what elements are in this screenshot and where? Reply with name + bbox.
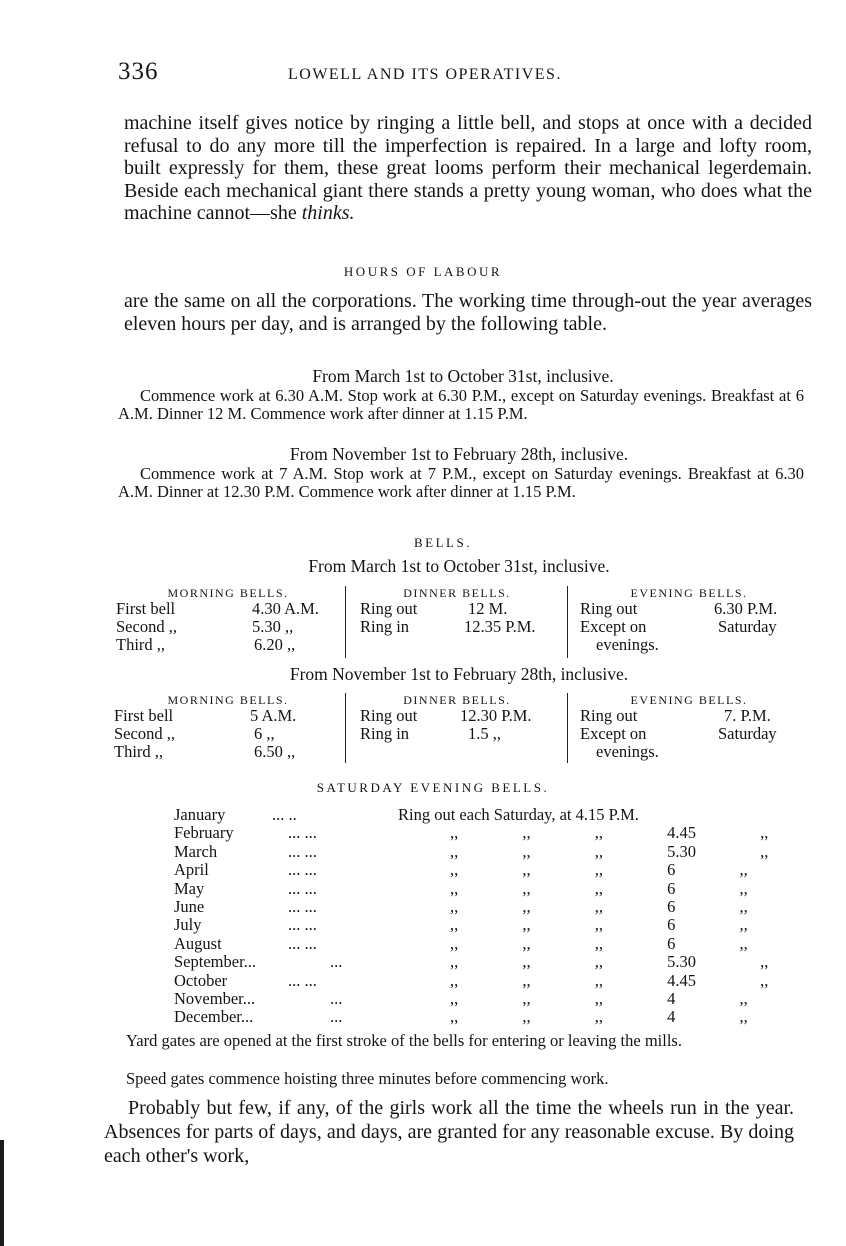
- table-row: Except on Saturday: [580, 724, 777, 743]
- column-divider: [567, 693, 568, 763]
- table-row: First bell 4.30 A.M.: [116, 599, 319, 618]
- table-row: evenings.: [596, 742, 659, 761]
- table-row: Second ,, 6 ,,: [114, 724, 275, 743]
- bells-winter-heading: From November 1st to February 28th, inclusive.: [289, 664, 629, 684]
- table-row: Third ,, 6.20 ,,: [116, 635, 296, 654]
- column-divider: [345, 693, 346, 763]
- table-row: July ... ... ,, ,, ,, 6 ,,: [174, 915, 748, 935]
- summer-schedule-heading: From March 1st to October 31st, inclusive.: [312, 366, 614, 386]
- saturday-bells-heading: SATURDAY EVENING BELLS.: [316, 780, 550, 795]
- speed-gates-note: Speed gates commence hoisting three minutes before commencing work.: [126, 1069, 609, 1088]
- table-row: Ring out 12 M.: [360, 599, 508, 618]
- column-divider: [567, 586, 568, 658]
- summer-schedule-text: Commence work at 6.30 A.M. Stop work at 6.30 P.M., except on Saturday evenings. Breakfast at 6 A.M. Dinner 12 M. Commence work after dinner at 1.15 P.M.: [118, 386, 804, 423]
- table-row: First bell 5 A.M.: [114, 706, 297, 725]
- page-number: 336: [118, 58, 159, 85]
- bells-heading: BELLS.: [414, 535, 472, 550]
- morning-bells-title: MORNING BELLS.: [167, 586, 289, 600]
- winter-schedule-text: Commence work at 7 A.M. Stop work at 7 P.M., except on Saturday evenings. Breakfast at 6.30 A.M. Dinner at 12.30 P.M. Commence work after dinner at 1.15 P.M.: [118, 464, 804, 501]
- running-head: LOWELL AND ITS OPERATIVES.: [288, 66, 562, 83]
- table-row: December... ... ,, ,, ,, 4 ,,: [174, 1007, 748, 1027]
- dinner-bells-title: DINNER BELLS.: [403, 586, 511, 600]
- page-edge-shadow: [0, 1140, 4, 1246]
- evening-bells-column: [574, 691, 804, 761]
- table-row: February ... ... ,, ,, ,, 4.45 ,,: [174, 823, 769, 843]
- dinner-bells-title: DINNER BELLS.: [403, 693, 511, 707]
- table-row: October ... ... ,, ,, ,, 4.45 ,,: [174, 970, 769, 990]
- dinner-bells-column: [352, 584, 562, 636]
- morning-bells-column: [114, 691, 342, 761]
- table-row: September... ... ,, ,, ,, 5.30 ,,: [174, 952, 769, 972]
- hours-heading: HOURS OF LABOUR: [343, 264, 503, 279]
- winter-schedule-heading: From November 1st to February 28th, inclusive.: [289, 444, 629, 464]
- table-row: April ... ... ,, ,, ,, 6 ,,: [174, 860, 748, 880]
- table-row: Ring out 7. P.M.: [580, 706, 771, 725]
- table-row: May ... ... ,, ,, ,, 6 ,,: [174, 878, 748, 898]
- table-row: August ... ... ,, ,, ,, 6 ,,: [174, 933, 748, 953]
- paragraph-looms: [124, 112, 812, 225]
- table-row: evenings.: [596, 635, 659, 654]
- paragraph-hours: are the same on all the corporations. The working time through-out the year averages eleven hours per day, and is arranged by the following table.: [124, 290, 812, 335]
- paragraph-absences: Probably but few, if any, of the girls work all the time the wheels run in the year. Absences for parts of days, and days, are granted for any reasonable excuse. By doing each other's work,: [104, 1097, 794, 1167]
- bells-summer-heading: From March 1st to October 31st, inclusive.: [308, 556, 610, 576]
- paragraph-looms-text: machine itself gives notice by ringing a little bell, and stops at once with a decided refusal to do any more till the imperfection is repaired. In a large and lofty room, built expressly for them, these great looms perform their mechanical legerdemain. Beside each mechanical giant there stands a pretty young woman, who does what the machine cannot—she: [124, 112, 812, 225]
- table-row: Except on Saturday: [580, 617, 777, 636]
- morning-bells-title: MORNING BELLS.: [167, 693, 289, 707]
- table-row: Ring out 6.30 P.M.: [580, 599, 778, 618]
- evening-bells-title: EVENING BELLS.: [630, 586, 748, 600]
- saturday-bells-table: [172, 805, 769, 1027]
- table-row: Third ,, 6.50 ,,: [114, 742, 296, 761]
- evening-bells-title: EVENING BELLS.: [630, 693, 748, 707]
- column-divider: [345, 586, 346, 658]
- emphasis-thinks: thinks.: [301, 202, 355, 225]
- table-row: November... ... ,, ,, ,, 4 ,,: [174, 988, 748, 1008]
- dinner-bells-column: [352, 691, 562, 743]
- bells-summer-table: [114, 584, 804, 660]
- table-row: Ring in 1.5 ,,: [360, 724, 501, 743]
- table-row: Ring in 12.35 P.M.: [360, 617, 536, 636]
- page-header: [118, 58, 818, 94]
- table-row: June ... ... ,, ,, ,, 6 ,,: [174, 896, 748, 916]
- table-row: January ... .. Ring out each Saturday, at 4.15 P.M.: [174, 805, 639, 824]
- table-row: March ... ... ,, ,, ,, 5.30 ,,: [174, 841, 769, 861]
- table-row: Second ,, 5.30 ,,: [116, 617, 294, 636]
- yard-gates-note: Yard gates are opened at the first stroke of the bells for entering or leaving the mills.: [126, 1031, 682, 1050]
- morning-bells-column: [114, 584, 342, 654]
- bells-winter-table: [114, 691, 804, 767]
- table-row: Ring out 12.30 P.M.: [360, 706, 532, 725]
- evening-bells-column: [574, 584, 804, 654]
